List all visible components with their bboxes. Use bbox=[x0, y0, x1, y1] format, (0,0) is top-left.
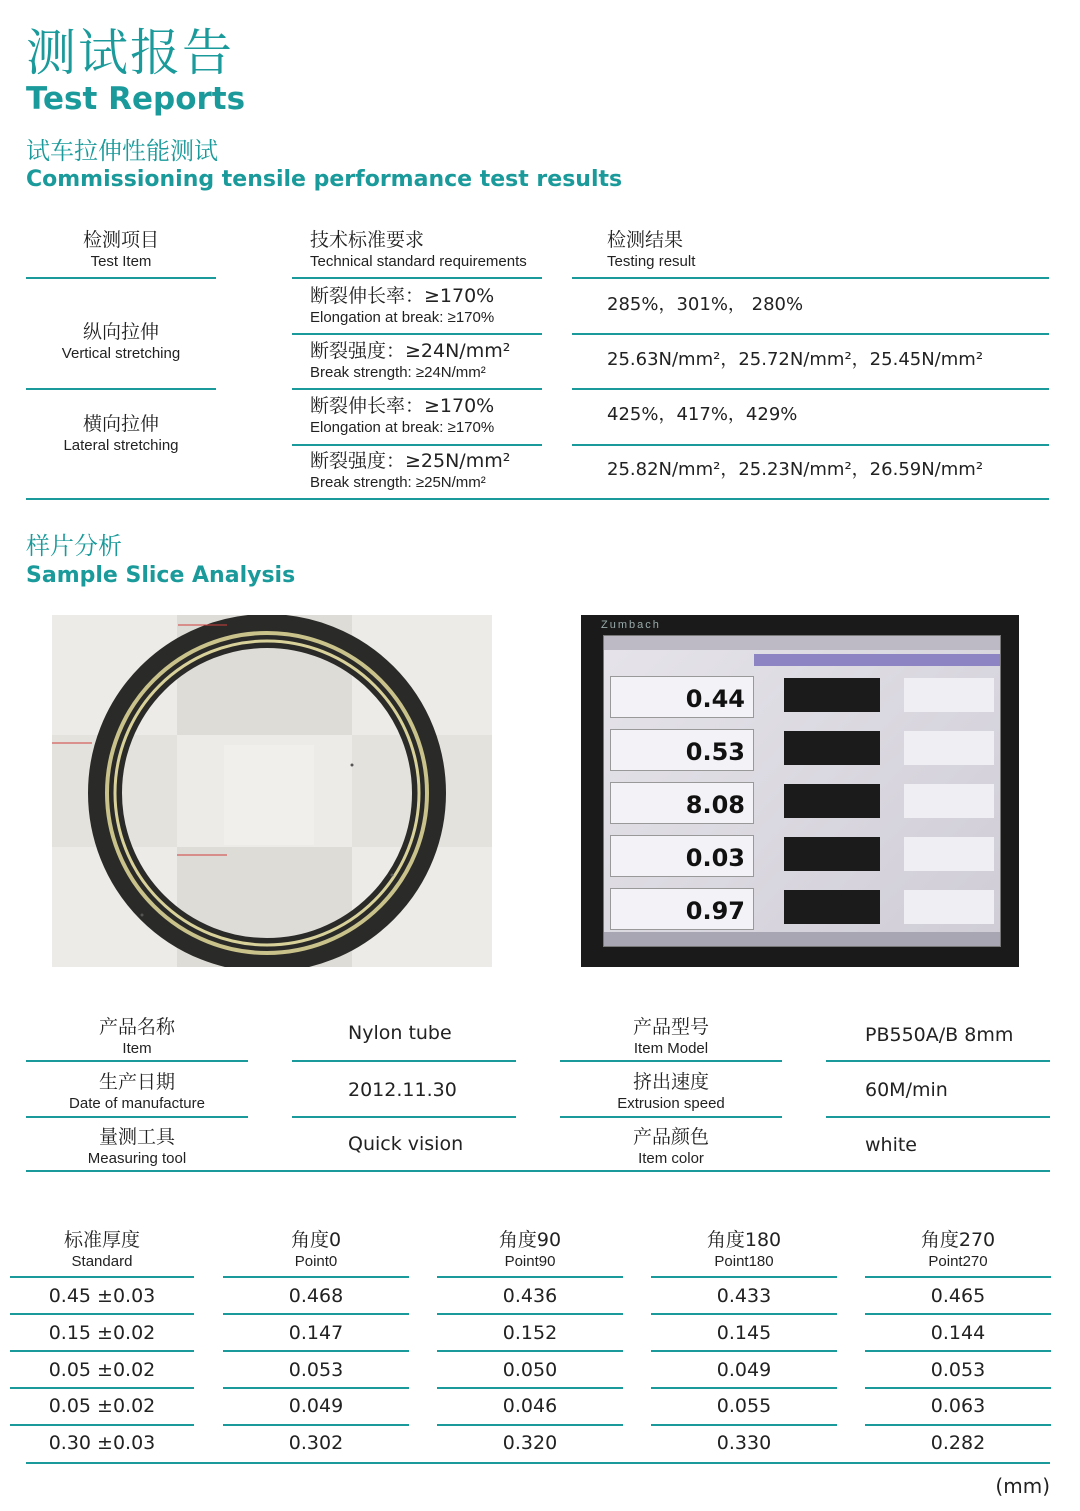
stats-box bbox=[904, 890, 994, 924]
requirement-cn: 断裂强度：≥24N/mm² bbox=[310, 340, 511, 362]
divider bbox=[865, 1424, 1051, 1426]
divider bbox=[223, 1276, 409, 1278]
screen-bottom-bar bbox=[604, 932, 1000, 946]
table-cell: 0.147 bbox=[288, 1322, 344, 1344]
divider bbox=[26, 498, 1049, 500]
screen-tab-bar bbox=[754, 654, 1000, 666]
table-cell: 0.049 bbox=[716, 1359, 772, 1381]
table-cell: 0.145 bbox=[716, 1322, 772, 1344]
divider bbox=[865, 1350, 1051, 1352]
divider bbox=[10, 1387, 194, 1389]
col-header-en: Technical standard requirements bbox=[310, 253, 527, 270]
requirement-cn: 断裂伸长率：≥170% bbox=[310, 285, 495, 307]
divider bbox=[10, 1424, 194, 1426]
divider bbox=[651, 1350, 837, 1352]
col-header-result bbox=[607, 228, 847, 272]
divider bbox=[865, 1313, 1051, 1315]
reading-value: 8.08 bbox=[685, 791, 745, 819]
table-cell: 0.30 ±0.03 bbox=[48, 1432, 156, 1454]
trend-graph bbox=[784, 837, 880, 871]
requirement-en: Break strength: ≥25N/mm² bbox=[310, 474, 486, 491]
screen-brand: Zumbach bbox=[601, 619, 661, 631]
divider bbox=[560, 1060, 782, 1062]
stats-box bbox=[904, 784, 994, 818]
divider bbox=[26, 1170, 1050, 1172]
table-cell: 0.152 bbox=[502, 1322, 558, 1344]
result-1: 285%，301%， 280% bbox=[607, 294, 804, 315]
divider bbox=[10, 1313, 194, 1315]
group-cn: 纵向拉伸 bbox=[82, 321, 159, 343]
divider bbox=[865, 1276, 1051, 1278]
col-header-point270 bbox=[865, 1228, 1051, 1272]
divider bbox=[223, 1350, 409, 1352]
divider bbox=[292, 444, 542, 446]
tensile-title-en: Commissioning tensile performance test results bbox=[26, 167, 623, 192]
col-header-en: Point270 bbox=[928, 1253, 988, 1270]
divider bbox=[223, 1424, 409, 1426]
screen-panel bbox=[603, 635, 1001, 947]
col-header-cn: 角度0 bbox=[290, 1229, 342, 1251]
divider bbox=[572, 444, 1049, 446]
divider bbox=[437, 1350, 623, 1352]
requirement-2 bbox=[310, 339, 550, 383]
divider bbox=[223, 1387, 409, 1389]
group-lateral bbox=[26, 412, 216, 456]
reading-box bbox=[610, 888, 754, 930]
divider bbox=[26, 1060, 248, 1062]
divider bbox=[10, 1350, 194, 1352]
reading-box bbox=[610, 729, 754, 771]
col-header-cn: 角度90 bbox=[498, 1229, 562, 1251]
requirement-cn: 断裂伸长率：≥170% bbox=[310, 395, 495, 417]
info-value-date: 2012.11.30 bbox=[348, 1079, 457, 1101]
page-title-en: Test Reports bbox=[26, 81, 246, 117]
requirement-1 bbox=[310, 284, 550, 328]
divider bbox=[292, 277, 542, 279]
trend-graph bbox=[784, 784, 880, 818]
divider bbox=[223, 1313, 409, 1315]
table-cell: 0.465 bbox=[930, 1285, 986, 1307]
info-label-cn: 生产日期 bbox=[98, 1071, 175, 1093]
slice-microscope-image bbox=[52, 615, 492, 967]
col-header-en: Point180 bbox=[714, 1253, 774, 1270]
table-cell: 0.049 bbox=[288, 1395, 344, 1417]
col-header-standard bbox=[310, 228, 550, 272]
col-header-test-item bbox=[26, 228, 216, 272]
gauge-screen-image bbox=[581, 615, 1019, 967]
col-header-point90 bbox=[437, 1228, 623, 1272]
info-label-en: Item color bbox=[638, 1150, 704, 1167]
divider bbox=[26, 388, 216, 390]
info-label-item bbox=[26, 1015, 248, 1059]
requirement-en: Elongation at break: ≥170% bbox=[310, 419, 495, 436]
info-label-en: Item Model bbox=[633, 1040, 709, 1057]
col-header-en: Point0 bbox=[294, 1253, 338, 1270]
divider bbox=[826, 1116, 1050, 1118]
reading-box bbox=[610, 782, 754, 824]
analysis-title-en: Sample Slice Analysis bbox=[26, 563, 296, 588]
table-cell: 0.050 bbox=[502, 1359, 558, 1381]
divider bbox=[437, 1424, 623, 1426]
result-2: 25.63N/mm²，25.72N/mm²，25.45N/mm² bbox=[607, 349, 984, 370]
reading-box bbox=[610, 676, 754, 718]
stats-box bbox=[904, 731, 994, 765]
divider bbox=[651, 1424, 837, 1426]
divider bbox=[292, 1116, 516, 1118]
info-label-cn: 产品颜色 bbox=[632, 1126, 709, 1148]
divider bbox=[437, 1387, 623, 1389]
info-label-cn: 产品名称 bbox=[98, 1016, 175, 1038]
col-header-en: Point90 bbox=[504, 1253, 556, 1270]
table-cell: 0.468 bbox=[288, 1285, 344, 1307]
info-value-item: Nylon tube bbox=[348, 1022, 452, 1044]
col-header-en: Test Item bbox=[90, 253, 152, 270]
col-header-cn: 标准厚度 bbox=[63, 1229, 140, 1251]
col-header-point0 bbox=[223, 1228, 409, 1272]
group-en: Vertical stretching bbox=[61, 345, 181, 362]
col-header-cn: 角度180 bbox=[706, 1229, 782, 1251]
col-header-cn: 检测项目 bbox=[82, 229, 159, 251]
divider bbox=[437, 1313, 623, 1315]
trend-graph bbox=[784, 678, 880, 712]
tensile-title-cn: 试车拉伸性能测试 bbox=[26, 137, 218, 165]
reading-box bbox=[610, 835, 754, 877]
table-cell: 0.046 bbox=[502, 1395, 558, 1417]
table-cell: 0.320 bbox=[502, 1432, 558, 1454]
divider bbox=[560, 1116, 782, 1118]
col-header-en: Standard bbox=[71, 1253, 133, 1270]
table-cell: 0.330 bbox=[716, 1432, 772, 1454]
stats-box bbox=[904, 678, 994, 712]
table-cell: 0.053 bbox=[288, 1359, 344, 1381]
table-cell: 0.055 bbox=[716, 1395, 772, 1417]
divider bbox=[572, 277, 1049, 279]
col-header-standard bbox=[10, 1228, 194, 1272]
divider bbox=[26, 1116, 248, 1118]
reading-value: 0.44 bbox=[685, 685, 745, 713]
group-vertical bbox=[26, 320, 216, 364]
divider bbox=[292, 333, 542, 335]
info-label-model bbox=[560, 1015, 782, 1059]
table-cell: 0.282 bbox=[930, 1432, 986, 1454]
divider bbox=[572, 388, 1049, 390]
divider bbox=[292, 1060, 516, 1062]
table-cell: 0.063 bbox=[930, 1395, 986, 1417]
unit-label: (mm) bbox=[995, 1474, 1050, 1498]
reading-value: 0.97 bbox=[685, 897, 745, 925]
tube-cross-section-icon bbox=[52, 615, 492, 967]
requirement-en: Break strength: ≥24N/mm² bbox=[310, 364, 486, 381]
page-title-cn: 测试报告 bbox=[26, 24, 234, 82]
divider bbox=[437, 1276, 623, 1278]
divider bbox=[651, 1276, 837, 1278]
requirement-4 bbox=[310, 449, 550, 493]
result-3: 425%，417%，429% bbox=[607, 404, 798, 425]
analysis-title-cn: 样片分析 bbox=[26, 532, 122, 560]
divider bbox=[10, 1276, 194, 1278]
stats-box bbox=[904, 837, 994, 871]
requirement-3 bbox=[310, 394, 550, 438]
table-cell: 0.15 ±0.02 bbox=[48, 1322, 156, 1344]
requirement-en: Elongation at break: ≥170% bbox=[310, 309, 495, 326]
info-label-color bbox=[560, 1125, 782, 1169]
divider bbox=[572, 333, 1049, 335]
table-cell: 0.053 bbox=[930, 1359, 986, 1381]
table-cell: 0.144 bbox=[930, 1322, 986, 1344]
info-label-en: Item bbox=[122, 1040, 152, 1057]
info-label-en: Extrusion speed bbox=[617, 1095, 725, 1112]
col-header-en: Testing result bbox=[607, 253, 696, 270]
table-cell: 0.45 ±0.03 bbox=[48, 1285, 156, 1307]
divider bbox=[865, 1387, 1051, 1389]
divider bbox=[651, 1387, 837, 1389]
requirement-cn: 断裂强度：≥25N/mm² bbox=[310, 450, 511, 472]
divider bbox=[292, 388, 542, 390]
table-cell: 0.05 ±0.02 bbox=[48, 1359, 156, 1381]
table-cell: 0.302 bbox=[288, 1432, 344, 1454]
divider bbox=[826, 1060, 1050, 1062]
table-cell: 0.05 ±0.02 bbox=[48, 1395, 156, 1417]
divider bbox=[651, 1313, 837, 1315]
info-label-speed bbox=[560, 1070, 782, 1114]
col-header-cn: 检测结果 bbox=[607, 229, 684, 251]
info-value-model: PB550A/B 8mm bbox=[865, 1024, 1014, 1046]
info-label-date bbox=[26, 1070, 248, 1114]
col-header-cn: 技术标准要求 bbox=[310, 229, 425, 251]
info-value-speed: 60M/min bbox=[865, 1079, 948, 1101]
reading-value: 0.03 bbox=[685, 844, 745, 872]
divider bbox=[26, 1462, 1050, 1464]
table-cell: 0.433 bbox=[716, 1285, 772, 1307]
col-header-cn: 角度270 bbox=[920, 1229, 996, 1251]
col-header-point180 bbox=[651, 1228, 837, 1272]
info-label-en: Date of manufacture bbox=[69, 1095, 205, 1112]
result-4: 25.82N/mm²，25.23N/mm²，26.59N/mm² bbox=[607, 459, 984, 480]
info-label-tool bbox=[26, 1125, 248, 1169]
info-value-color: white bbox=[865, 1134, 917, 1156]
reading-value: 0.53 bbox=[685, 738, 745, 766]
group-cn: 横向拉伸 bbox=[82, 413, 159, 435]
trend-graph bbox=[784, 890, 880, 924]
screen-top-bar bbox=[604, 636, 1000, 650]
info-label-cn: 量测工具 bbox=[98, 1126, 175, 1148]
info-label-en: Measuring tool bbox=[87, 1150, 187, 1167]
info-value-tool: Quick vision bbox=[348, 1133, 464, 1155]
trend-graph bbox=[784, 731, 880, 765]
divider bbox=[26, 277, 216, 279]
group-en: Lateral stretching bbox=[63, 437, 179, 454]
info-label-cn: 产品型号 bbox=[632, 1016, 709, 1038]
info-label-cn: 挤出速度 bbox=[632, 1071, 709, 1093]
table-cell: 0.436 bbox=[502, 1285, 558, 1307]
